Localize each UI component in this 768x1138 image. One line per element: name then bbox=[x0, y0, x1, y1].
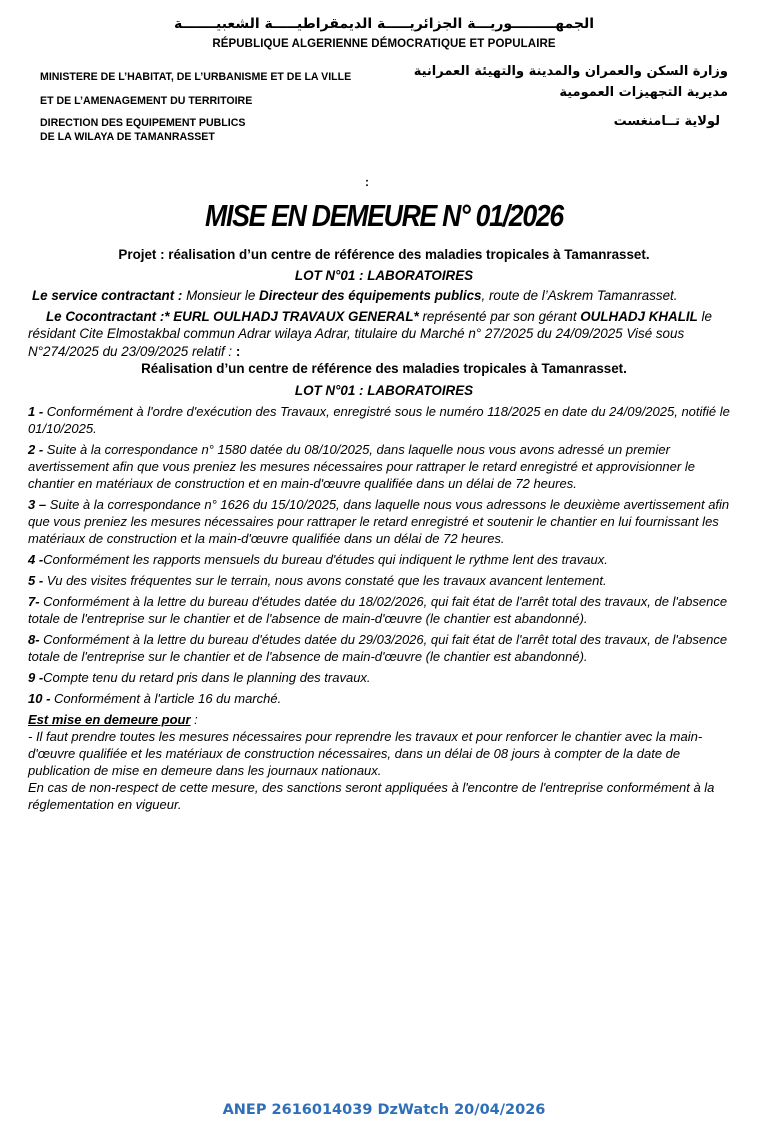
item-number: 5 - bbox=[28, 573, 47, 588]
item-text: Conformément à l'article 16 du marché. bbox=[54, 691, 282, 706]
service-paragraph bbox=[28, 287, 740, 305]
item-number: 2 - bbox=[28, 442, 47, 457]
ministry-line: MINISTERE DE L’HABITAT, DE L’URBANISME ET DE LA VILLE bbox=[40, 71, 352, 83]
item-number: 9 - bbox=[28, 670, 44, 685]
separator-colon: : bbox=[365, 175, 369, 189]
ministry-header-ar bbox=[414, 64, 728, 129]
mise-en-demeure-heading bbox=[28, 711, 740, 728]
ministry-line-ar: لولاية تــامنغست bbox=[613, 114, 720, 129]
republic-arabic: الجمهـــــــــوريـــة الجزائريـــــة الديمقراطيـــــة الشعبيـــــــة bbox=[174, 16, 594, 32]
sanctions-text: En cas de non-respect de cette mesure, des sanctions seront appliquées à l'encontre de l'entreprise conformément à la réglementation en vigueur. bbox=[28, 780, 715, 812]
item-text: Conformément les rapports mensuels du bureau d'études qui indiquent le rythme lent des travaux. bbox=[43, 552, 608, 567]
mise-en-demeure-text: - Il faut prendre toutes les mesures nécessaires pour reprendre les travaux et pour renforcer le chantier avec la main-d'œuvre qualifiée et les matériaux de construction nécessaires, dans un délai de 08 jours à compter de la date de publication de mise en demeure dans les journaux nationaux. bbox=[28, 729, 703, 778]
item-text: Suite à la correspondance n° 1580 datée du 08/10/2025, dans laquelle nous vous avons adressé un premier avertissement afin que vous preniez les mesures nécessaires pour rattraper le retard enregistré et approvisionner le chantier en matériaux de construction et en main-d'œuvre qualifiée dans un délai de 72 heures. bbox=[28, 442, 695, 491]
document-body bbox=[28, 246, 740, 813]
ministry-header-fr bbox=[40, 70, 351, 144]
projet-line: Projet : réalisation d’un centre de référence des maladies tropicales à Tamanrasset. bbox=[118, 247, 650, 262]
list-item bbox=[28, 496, 740, 547]
ministry-line-ar: مديرية التجهيزات العمومية bbox=[559, 85, 728, 100]
item-number: 7- bbox=[28, 594, 44, 609]
cocontractant-manager: OULHADJ KHALIL bbox=[580, 308, 698, 324]
ministry-line: ET DE L’AMENAGEMENT DU TERRITOIRE bbox=[40, 95, 253, 107]
lot-heading: LOT N°01 : LABORATOIRES bbox=[294, 267, 474, 283]
item-number: 10 - bbox=[28, 691, 55, 706]
ministry-line: DIRECTION DES EQUIPEMENT PUBLICS bbox=[40, 117, 246, 129]
list-item bbox=[28, 690, 740, 707]
service-text: , route de l’Askrem Tamanrasset. bbox=[481, 288, 678, 303]
item-number: 8- bbox=[28, 632, 44, 647]
cocontractant-label: Le Cocontractant :* EURL OULHADJ TRAVAUX GENERAL* bbox=[46, 308, 419, 324]
item-text: Suite à la correspondance n° 1626 du 15/10/2025, dans laquelle nous vous adressons le deuxième avertissement afin que vous preniez les mesures nécessaires pour rattraper le retard enregistré et soutenir le chantier en lui fournissant les matériaux de construction et la main-d'œuvre qualifiée dans un délai de 72 heures. bbox=[28, 497, 730, 546]
list-item bbox=[28, 403, 740, 437]
cocontractant-paragraph bbox=[28, 308, 740, 361]
cocontractant-text: le résidant Cite Elmostakbal commun Adrar wilaya Adrar, titulaire du Marché n° 27/2025 du 24/09/2025 Visé sous N°274/2025 du 23/09/2025 relatif : bbox=[28, 308, 712, 359]
item-number: 3 – bbox=[28, 497, 50, 512]
item-text: Conformément à la lettre du bureau d'études datée du 29/03/2026, qui fait état de l'arrêt total des travaux, de l'absence totale de l'entreprise sur le chantier et de l'absence de main-d'œuvre (le chantier est abandonné). bbox=[28, 632, 728, 664]
item-number: 1 - bbox=[28, 404, 47, 419]
list-item bbox=[28, 669, 740, 686]
lot-heading-2: LOT N°01 : LABORATOIRES bbox=[294, 382, 474, 398]
service-text: Monsieur le bbox=[182, 288, 259, 303]
footer-reference: ANEP 2616014039 DzWatch 20/04/2026 bbox=[222, 1102, 546, 1118]
item-text: Compte tenu du retard pris dans le planning des travaux. bbox=[43, 670, 371, 685]
list-item bbox=[28, 551, 740, 568]
ministry-line-ar: وزارة السكن والعمران والمدينة والتهيئة العمرانية bbox=[413, 64, 728, 79]
mise-colon: : bbox=[190, 712, 198, 727]
list-item bbox=[28, 593, 740, 627]
considerations-list bbox=[28, 403, 740, 707]
item-text: Conformément à l'ordre d'exécution des Travaux, enregistré sous le numéro 118/2025 en date du 24/09/2025, notifié le 01/10/2025. bbox=[28, 404, 730, 436]
mise-label: Est mise en demeure pour bbox=[28, 712, 191, 727]
ministry-line: DE LA WILAYA DE TAMANRASSET bbox=[40, 131, 215, 143]
republic-french: RÉPUBLIQUE ALGERIENNE DÉMOCRATIQUE ET POPULAIRE bbox=[212, 38, 556, 50]
item-text: Conformément à la lettre du bureau d'études datée du 18/02/2026, qui fait état de l'arrêt total des travaux, de l'absence totale de l'entreprise sur le chantier et de l'absence de main-d'œuvre (le chantier est abandonné). bbox=[28, 594, 728, 626]
service-label: Le service contractant : bbox=[32, 288, 183, 303]
item-text: Vu des visites fréquentes sur le terrain, nous avons constaté que les travaux avancent lentement. bbox=[46, 573, 607, 588]
item-number: 4 - bbox=[28, 552, 44, 567]
document-title: MISE EN DEMEURE N° 01/2026 bbox=[205, 198, 563, 233]
cocontractant-colon: : bbox=[235, 343, 241, 359]
list-item bbox=[28, 572, 740, 589]
list-item bbox=[28, 441, 740, 492]
realisation-line: Réalisation d’un centre de référence des maladies tropicales à Tamanrasset. bbox=[141, 361, 627, 376]
list-item bbox=[28, 631, 740, 665]
service-director: Directeur des équipements publics bbox=[259, 288, 482, 303]
cocontractant-text: représenté par son gérant bbox=[418, 308, 581, 324]
